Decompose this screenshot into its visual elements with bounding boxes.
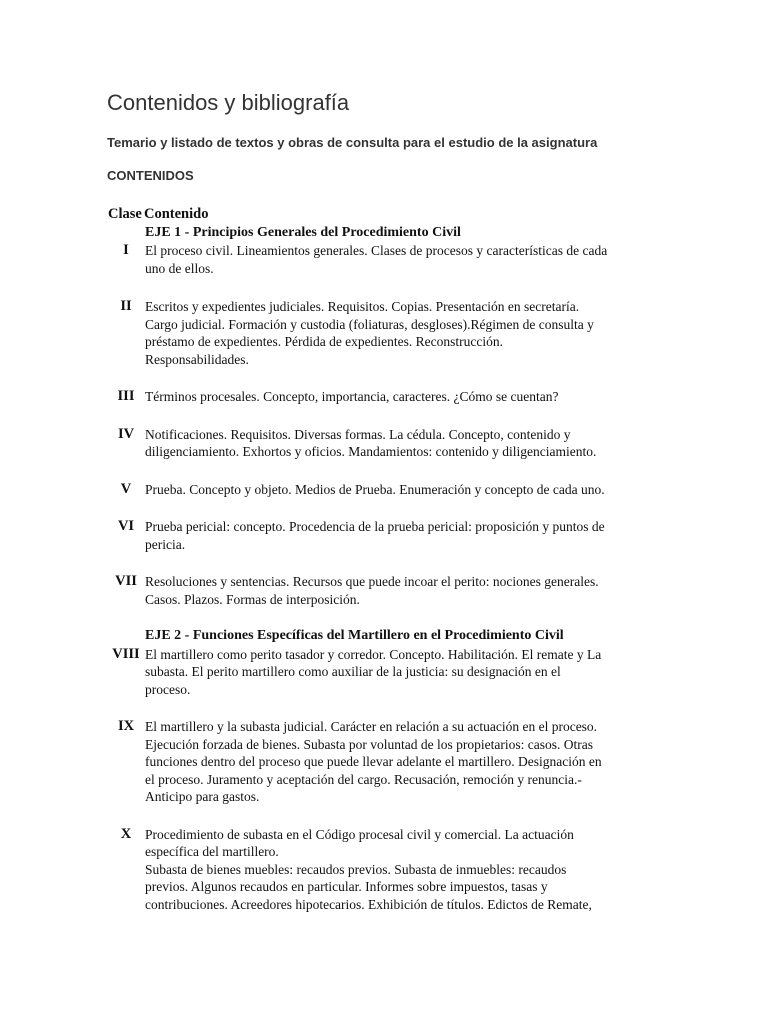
row-contenido: Escritos y expedientes judiciales. Requisitos. Copias. Presentación en secretaría. Cargo judicial. Formación y custodia (foliaturas, desgloses).Régimen de consulta y préstamo de expedientes. Pérdida de expedientes. Reconstrucción. Responsabilidades. [145, 299, 594, 367]
row-clase: X [120, 825, 132, 842]
page-title: Contenidos y bibliografía [107, 90, 350, 115]
section-label: CONTENIDOS [107, 168, 194, 183]
table-row [108, 718, 668, 806]
table-header [108, 206, 668, 224]
row-contenido: El martillero como perito tasador y corredor. Concepto. Habilitación. El remate y La subasta. El perito martillero como auxiliar de la justicia: su designación en el proceso. [145, 646, 602, 697]
table-row [108, 481, 668, 499]
row-contenido: El proceso civil. Lineamientos generales. Clases de procesos y características de cada uno de ellos. [145, 243, 608, 276]
row-contenido: Prueba pericial: concepto. Procedencia de la prueba pericial: proposición y puntos de pericia. [145, 519, 605, 552]
row-contenido: Notificaciones. Requisitos. Diversas formas. La cédula. Concepto, contenido y diligenciamiento. Exhortos y oficios. Mandamientos: contenido y diligenciamiento. [145, 426, 597, 459]
row-clase: VII [115, 573, 137, 589]
row-clase: I [123, 242, 129, 258]
header-contenido: Contenido [144, 206, 209, 222]
row-clase: IX [117, 718, 135, 734]
eje-1-heading: EJE 1 - Principios Generales del Procedimiento Civil [145, 224, 461, 240]
table-row [108, 518, 668, 553]
table-row [108, 426, 668, 461]
row-clase: V [120, 480, 132, 497]
table-row [108, 646, 668, 699]
table-row [108, 388, 668, 406]
row-contenido: Prueba. Concepto y objeto. Medios de Prueba. Enumeración y concepto de cada uno. [145, 481, 605, 497]
row-clase: IV [117, 425, 135, 442]
row-clase: VIII [112, 645, 140, 662]
eje-2-heading: EJE 2 - Funciones Específicas del Martillero en el Procedimiento Civil [145, 628, 564, 643]
table-row [108, 242, 668, 277]
row-contenido: El martillero y la subasta judicial. Carácter en relación a su actuación en el proceso. Ejecución forzada de bienes. Subasta por voluntad de los propietarios: casos. Otras funciones dentro del proceso que puede llevar adelante el martillero. Designación en el proceso. Juramento y aceptación del cargo. Recusación, remoción y renuncia.- Anticipo para gastos. [145, 719, 602, 804]
header-clase: Clase [108, 206, 142, 222]
row-clase: VI [117, 518, 135, 534]
table-row [108, 573, 668, 608]
row-clase: III [117, 388, 135, 404]
row-contenido: Términos procesales. Concepto, importancia, caracteres. ¿Cómo se cuentan? [145, 389, 559, 404]
row-contenido: Procedimiento de subasta en el Código procesal civil y comercial. La actuación específica del martillero. Subasta de bienes muebles: recaudos previos. Subasta de inmuebles: recaudos previos. Algunos recaudos en particular. Informes sobre impuestos, tasas y contribuciones. Acreedores hipotecarios. Exhibición de títulos. Edictos de Remate, [145, 826, 592, 912]
table-row [108, 826, 668, 914]
row-clase: II [120, 298, 132, 314]
row-contenido: Resoluciones y sentencias. Recursos que puede incoar el perito: nociones generales. Casos. Plazos. Formas de interposición. [145, 574, 599, 607]
table-row [108, 298, 668, 368]
contents-table [108, 206, 668, 913]
page-subtitle: Temario y listado de textos y obras de consulta para el estudio de la asignatura [107, 135, 598, 150]
